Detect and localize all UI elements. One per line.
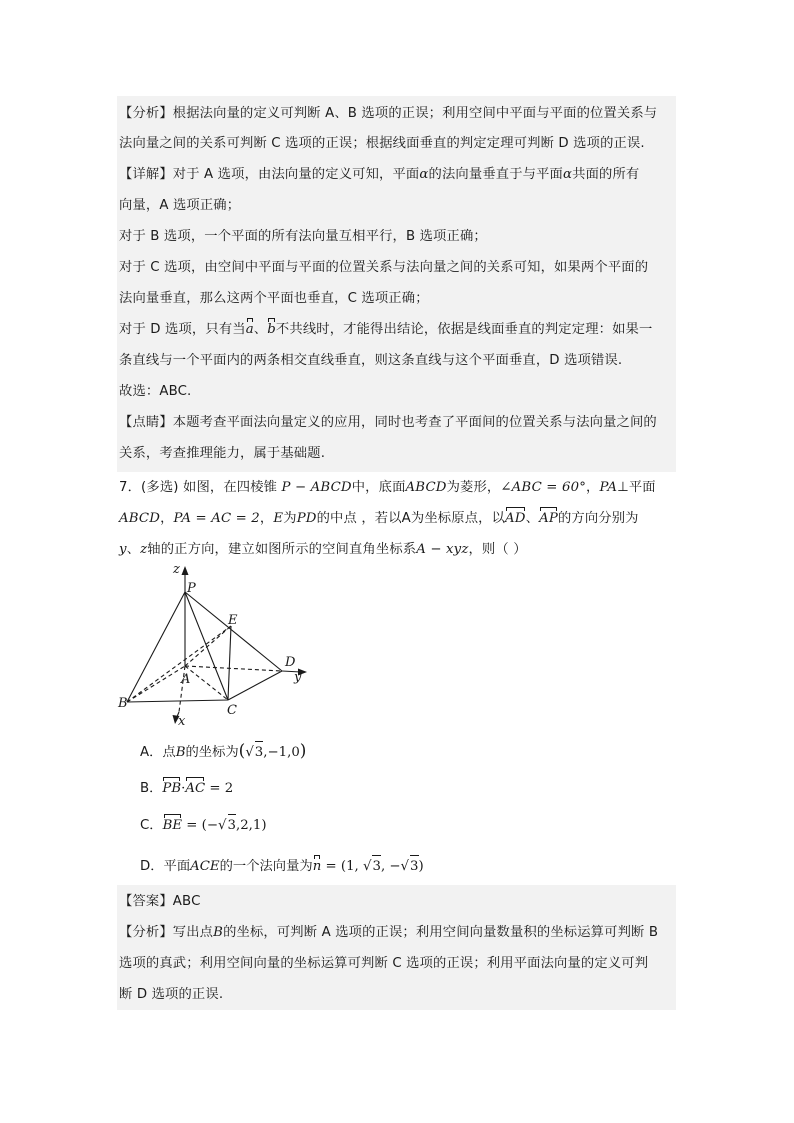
label-C: C: [227, 703, 237, 718]
conclusion-line: 故选：ABC.: [119, 384, 192, 399]
option-c: C．BE = (−√3,2,1): [140, 814, 267, 836]
edge-PB: [127, 592, 185, 702]
label-A: A: [181, 672, 191, 687]
option-d: D．平面ACE的一个法向量为n = (1, √3, −√3): [140, 855, 424, 877]
edge-CD: [228, 671, 282, 700]
question-line-1: 7．(多选) 如图，在四棱锥 P − ABCD中，底面ABCD为菱形，∠ABC = 60°，PA⊥平面: [119, 480, 656, 495]
label-z: z: [173, 562, 180, 577]
option-a: A．点B的坐标为(√3,−1,0): [140, 741, 307, 761]
analysis-line-1: 【分析】根据法向量的定义可判断 A、B 选项的正误；利用空间中平面与平面的位置关系与: [119, 106, 658, 121]
detail-line-2: 向量，A 选项正确；: [119, 198, 241, 213]
detail-line-6: 对于 D 选项，只有当a、b不共线时，才能得出结论，依据是线面垂直的判定定理：如果一: [119, 320, 675, 340]
answer-analysis-line-1: 【分析】写出点B的坐标，可判断 A 选项的正误；利用空间向量数量积的坐标运算可判断 B: [119, 925, 659, 940]
detail-line-3: 对于 B 选项，一个平面的所有法向量互相平行，B 选项正确；: [119, 229, 487, 244]
comment-line-1: 【点睛】本题考查平面法向量定义的应用，同时也考查了平面间的位置关系与法向量之间的: [119, 415, 657, 430]
detail-line-1: 【详解】对于 A 选项，由法向量的定义可知，平面α的法向量垂直于与平面α共面的所有: [119, 167, 640, 182]
label-B: B: [118, 696, 128, 711]
edge-BC: [127, 700, 228, 702]
label-D: D: [285, 655, 296, 670]
edge-CE: [228, 626, 231, 700]
comment-line-2: 关系，考查推理能力，属于基础题.: [119, 446, 326, 461]
question-line-2: ABCD，PA = AC = 2，E为PD的中点 ，若以A为坐标原点，以AD、AP的方向分别为: [119, 509, 675, 529]
label-E: E: [228, 613, 238, 628]
detail-line-4: 对于 C 选项，由空间中平面与平面的位置关系与法向量之间的关系可知，如果两个平面的: [119, 260, 649, 275]
y-axis-hidden: [185, 666, 282, 671]
z-axis-arrow: [182, 566, 189, 575]
label-x: x: [178, 714, 186, 729]
pyramid-figure: [115, 562, 315, 730]
edge-AE-hidden: [185, 626, 231, 666]
answer-analysis-line-2: 选项的真武；利用空间向量的坐标运算可判断 C 选项的正误；利用平面法向量的定义可判: [119, 956, 649, 971]
edge-PC: [185, 592, 228, 700]
analysis-line-2: 法向量之间的关系可判断 C 选项的正误；根据线面垂直的判定定理可判断 D 选项的正误.: [119, 136, 645, 151]
detail-line-7: 条直线与一个平面内的两条相交直线垂直，则这条直线与这个平面垂直，D 选项错误.: [119, 353, 623, 368]
edge-AB-hidden: [127, 666, 185, 702]
edge-BE-hidden: [127, 626, 231, 702]
question-line-3: y、z轴的正方向，建立如图所示的空间直角坐标系A − xyz，则（ ）: [119, 542, 527, 557]
detail-line-5: 法向量垂直，那么这两个平面也垂直，C 选项正确；: [119, 291, 429, 306]
option-b: B．PB·AC = 2: [140, 779, 233, 799]
answer-line: 【答案】ABC: [119, 894, 201, 909]
answer-analysis-line-3: 断 D 选项的正误.: [119, 987, 224, 1002]
label-y: y: [294, 670, 302, 685]
edge-PD: [185, 592, 282, 671]
label-P: P: [187, 581, 196, 596]
